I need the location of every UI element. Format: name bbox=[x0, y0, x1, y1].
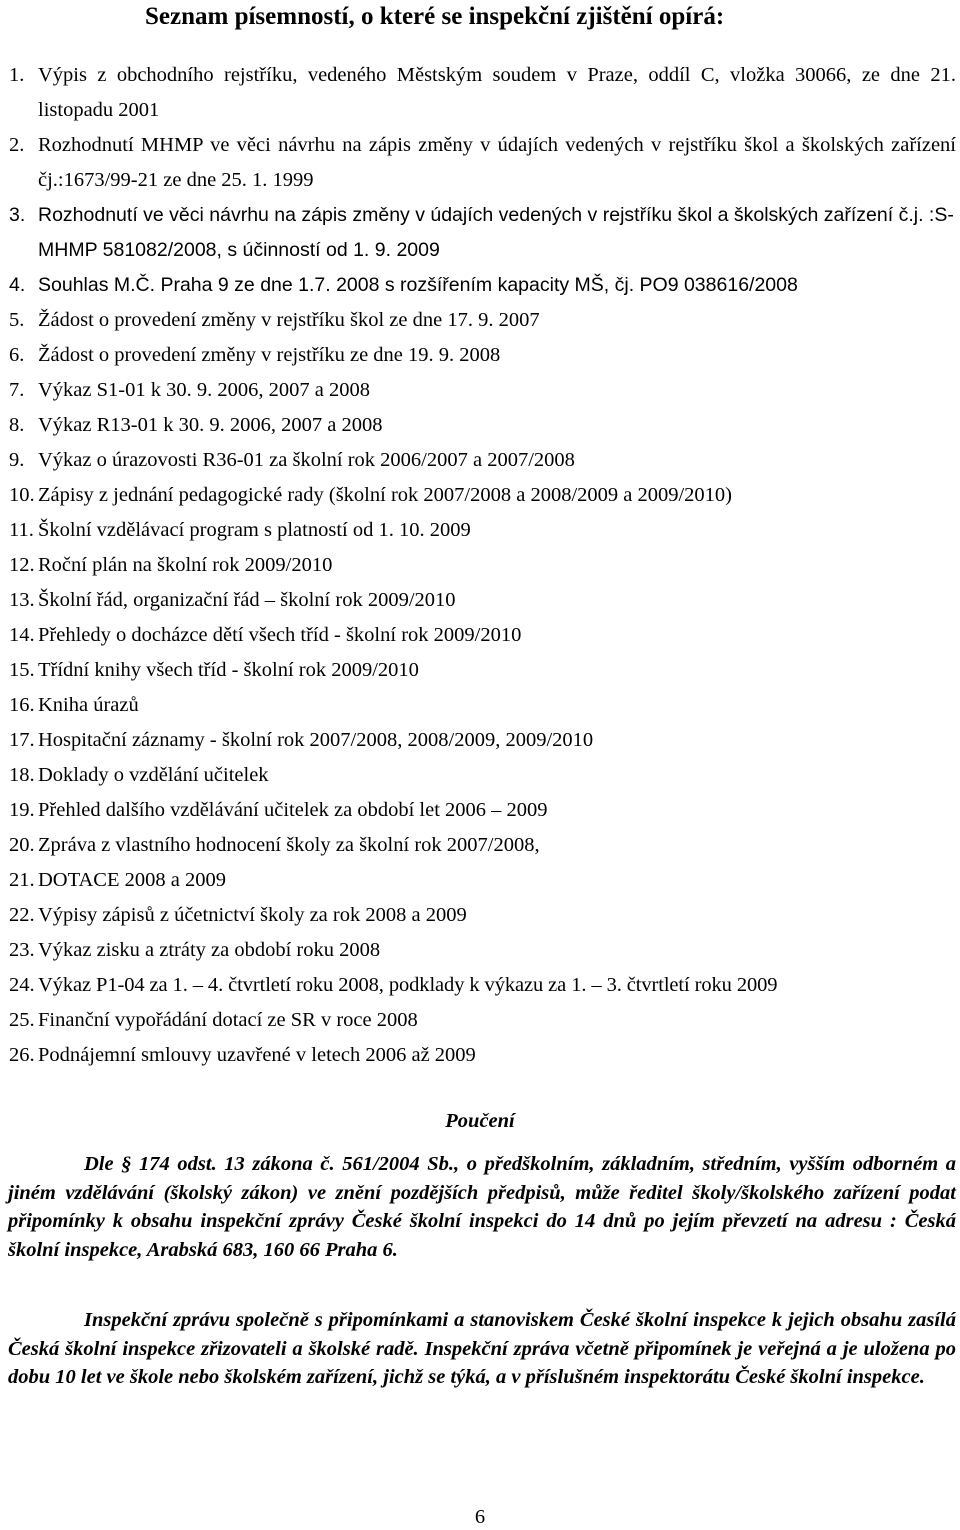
list-item bbox=[9, 688, 956, 723]
list-item-number: 4. bbox=[9, 274, 26, 296]
list-item-text: Přehledy o docházce dětí všech tříd - školní rok 2009/2010 bbox=[38, 624, 522, 646]
list-item-text: Kniha úrazů bbox=[38, 694, 139, 716]
list-item-text: DOTACE 2008 a 2009 bbox=[38, 869, 226, 891]
list-item-number: 18. bbox=[9, 764, 35, 786]
list-item-number: 22. bbox=[9, 904, 35, 926]
list-item-number: 10. bbox=[9, 484, 35, 506]
pouceni-paragraph-2-text: Inspekční zprávu společně s připomínkami a stanoviskem České školní inspekce k jejich obsahu zasílá Česká školní inspekce zřizovateli a školské radě. Inspekční zpráva včetně připomínek je veřejná a je uložena po dobu 10 let ve škole nebo školském zařízení, jichž se týká, a v příslušném inspektorátu České školní inspekce. bbox=[8, 1309, 956, 1388]
list-item-number: 14. bbox=[9, 624, 35, 646]
list-item-number: 12. bbox=[9, 554, 35, 576]
list-item bbox=[9, 863, 956, 898]
list-item bbox=[9, 198, 956, 268]
list-item bbox=[9, 933, 956, 968]
list-item-number: 17. bbox=[9, 729, 35, 751]
list-item-text: Doklady o vzdělání učitelek bbox=[38, 764, 269, 786]
list-item-number: 15. bbox=[9, 659, 35, 681]
list-item-text: Výkaz R13-01 k 30. 9. 2006, 2007 a 2008 bbox=[38, 414, 383, 436]
list-item bbox=[9, 548, 956, 583]
list-item-number: 20. bbox=[9, 834, 35, 856]
list-item-number: 7. bbox=[9, 379, 25, 401]
list-heading: Seznam písemností, o které se inspekční zjištění opírá: bbox=[145, 3, 725, 30]
list-item bbox=[9, 723, 956, 758]
list-item bbox=[9, 583, 956, 618]
document-list bbox=[9, 58, 956, 1073]
list-item-number: 2. bbox=[9, 134, 25, 156]
list-item-number: 6. bbox=[9, 344, 25, 366]
list-item bbox=[9, 793, 956, 828]
list-item-number: 5. bbox=[9, 309, 25, 331]
list-item-text: Školní řád, organizační řád – školní rok 2009/2010 bbox=[38, 589, 456, 611]
list-item bbox=[9, 1038, 956, 1073]
list-item-text: Výkaz S1-01 k 30. 9. 2006, 2007 a 2008 bbox=[38, 379, 370, 401]
pouceni-title: Poučení bbox=[445, 1110, 515, 1132]
list-item-number: 25. bbox=[9, 1009, 35, 1031]
list-item-text: Rozhodnutí MHMP ve věci návrhu na zápis změny v údajích vedených v rejstříku škol a školských zařízení čj.:1673/99-21 ze dne 25. 1. 1999 bbox=[38, 134, 956, 191]
list-item-number: 24. bbox=[9, 974, 35, 996]
list-item-number: 19. bbox=[9, 799, 35, 821]
list-item bbox=[9, 478, 956, 513]
list-item-number: 3. bbox=[9, 204, 26, 226]
page-number: 6 bbox=[474, 1506, 486, 1528]
list-item bbox=[9, 513, 956, 548]
list-item bbox=[9, 303, 956, 338]
pouceni-paragraph-1-text: Dle § 174 odst. 13 zákona č. 561/2004 Sb., o předškolním, základním, středním, vyšším odborném a jiném vzdělávání (školský zákon) ve znění pozdějších předpisů, může ředitel školy/školského zařízení podat připomínky k obsahu inspekční zprávy České školní inspekci do 14 dnů po jejím převzetí na adresu : Česká školní inspekce, Arabská 683, 160 66 Praha 6. bbox=[8, 1153, 956, 1261]
list-item bbox=[9, 58, 956, 128]
list-item bbox=[9, 968, 956, 1003]
list-item bbox=[9, 408, 956, 443]
list-item-number: 13. bbox=[9, 589, 35, 611]
list-item-text: Třídní knihy všech tříd - školní rok 2009/2010 bbox=[38, 659, 419, 681]
list-item bbox=[9, 618, 956, 653]
list-item-number: 1. bbox=[9, 64, 25, 86]
list-item bbox=[9, 268, 956, 303]
list-item-text: Souhlas M.Č. Praha 9 ze dne 1.7. 2008 s rozšířením kapacity MŠ, čj. PO9 038616/2008 bbox=[38, 274, 798, 296]
list-item-text: Podnájemní smlouvy uzavřené v letech 2006 až 2009 bbox=[38, 1044, 476, 1066]
list-item-text: Výkaz zisku a ztráty za období roku 2008 bbox=[38, 939, 381, 961]
list-item bbox=[9, 653, 956, 688]
list-item-text: Rozhodnutí ve věci návrhu na zápis změny v údajích vedených v rejstříku škol a školských zařízení č.j. :S-MHMP 581082/2008, s účinností od 1. 9. 2009 bbox=[38, 204, 954, 261]
pouceni-paragraph-2 bbox=[8, 1306, 956, 1392]
list-item-text: Výpisy zápisů z účetnictví školy za rok 2008 a 2009 bbox=[38, 904, 467, 926]
list-item bbox=[9, 898, 956, 933]
list-item bbox=[9, 338, 956, 373]
list-item-number: 23. bbox=[9, 939, 35, 961]
list-item-text: Hospitační záznamy - školní rok 2007/2008, 2008/2009, 2009/2010 bbox=[38, 729, 594, 751]
list-item-number: 9. bbox=[9, 449, 25, 471]
list-item-number: 8. bbox=[9, 414, 25, 436]
list-item-text: Finanční vypořádání dotací ze SR v roce 2008 bbox=[38, 1009, 418, 1031]
list-item-text: Školní vzdělávací program s platností od 1. 10. 2009 bbox=[38, 519, 471, 541]
list-item-number: 21. bbox=[9, 869, 35, 891]
list-item-text: Výkaz P1-04 za 1. – 4. čtvrtletí roku 2008, podklady k výkazu za 1. – 3. čtvrtletí roku 2009 bbox=[38, 974, 778, 996]
list-item bbox=[9, 1003, 956, 1038]
list-item-text: Žádost o provedení změny v rejstříku ze dne 19. 9. 2008 bbox=[38, 344, 501, 366]
list-item bbox=[9, 128, 956, 198]
list-item-text: Žádost o provedení změny v rejstříku škol ze dne 17. 9. 2007 bbox=[38, 309, 540, 331]
list-item bbox=[9, 443, 956, 478]
list-item-number: 16. bbox=[9, 694, 35, 716]
list-item-text: Výpis z obchodního rejstříku, vedeného Městským soudem v Praze, oddíl C, vložka 30066, ze dne 21. listopadu 2001 bbox=[38, 64, 956, 121]
list-item-text: Zpráva z vlastního hodnocení školy za školní rok 2007/2008, bbox=[38, 834, 540, 856]
list-item bbox=[9, 373, 956, 408]
list-item-number: 26. bbox=[9, 1044, 35, 1066]
list-item-text: Přehled dalšího vzdělávání učitelek za období let 2006 – 2009 bbox=[38, 799, 548, 821]
list-item-text: Zápisy z jednání pedagogické rady (školní rok 2007/2008 a 2008/2009 a 2009/2010) bbox=[38, 484, 733, 506]
list-item-text: Výkaz o úrazovosti R36-01 za školní rok 2006/2007 a 2007/2008 bbox=[38, 449, 575, 471]
pouceni-paragraph-1 bbox=[8, 1150, 956, 1264]
list-item bbox=[9, 758, 956, 793]
list-item-text: Roční plán na školní rok 2009/2010 bbox=[38, 554, 333, 576]
list-item-number: 11. bbox=[9, 519, 34, 541]
list-item bbox=[9, 828, 956, 863]
